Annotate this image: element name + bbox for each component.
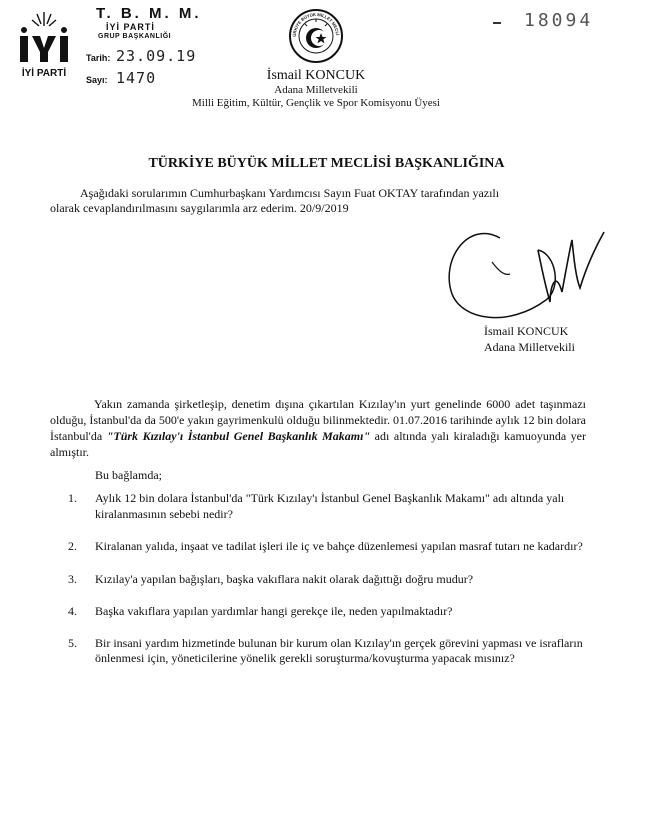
list-item [68,539,608,555]
list-item [68,491,608,522]
seal-text: ÜRKİYE BÜYÜK MİLLET MECLİ [291,11,340,37]
question-list [68,491,608,667]
question-number: 2. [68,539,77,553]
stamp-date-row [86,47,206,65]
body-paragraph [50,396,586,460]
stamp-line-2: İYİ PARTİ [106,22,155,32]
body-part-1: Yakın zamanda şirketleşip, denetim dışına çıkartılan Kızılay'ın yurt genelinde 6000 adet taşınmazı olduğu, İstanbul'da da 500'e yakın gayrimenkulü olduğu bilinmektedir. 01.07.2016 tarihinde aylık 12 bin dolara İstanbul'da [50,397,586,443]
party-logo-caption: İYİ PARTİ [21,68,67,79]
question-number: 3. [68,571,77,586]
question-text: Kiralanan yalıda, inşaat ve tadilat işleri ile iç ve bahçe düzenlemesi yapılan masraf tutarı ne kadardır? [95,539,583,553]
question-number: 4. [68,604,77,618]
stamp-line-1: T. B. M. M. [96,5,202,22]
tbmm-seal-icon [288,8,344,64]
question-text: Bir insani yardım hizmetinde bulunan bir kurum olan Kızılay'ın gerçek görevini yapması ve israfların önlenmesi için, yöneticilerine yönelik gerekli soruşturma/kovuşturma yapacak mısınız? [95,635,583,665]
body-paragraph-text [50,396,586,460]
stamp-date-label: Tarih: [86,53,111,63]
lead-in: Bu bağlamda; [95,468,162,482]
list-item [68,572,608,588]
question-text: Başka vakıflara yapılan yardımlar hangi gerekçe ile, neden yapılmaktadır? [95,604,453,618]
body-part-2: adı altında yalı kiraladığı kamuoyunda yer almıştır. [50,429,587,459]
list-item [68,604,608,620]
doc-number-dash [493,22,501,24]
document-title: TÜRKİYE BÜYÜK MİLLET MECLİSİ BAŞKANLIĞINA [148,156,505,171]
signature-province: Adana Milletvekili [484,340,575,354]
question-number: 5. [68,635,77,650]
sender-province: Adana Milletvekili [274,84,358,96]
sender-committee: Milli Eğitim, Kültür, Gençlik ve Spor Komisyonu Üyesi [192,97,440,109]
stamp-number-value: 1470 [116,69,157,87]
stamp-date-value: 23.09.19 [116,47,197,65]
body-emphasis: "Türk Kızılay'ı İstanbul Genel Başkanlık Makamı" [106,429,371,443]
list-item [68,636,608,667]
question-number: 1. [68,491,77,505]
question-text: Kızılay'a yapılan bağışları, başka vakıflara nakit olarak dağıttığı doğru mudur? [95,571,474,586]
handwritten-signature [438,210,618,330]
document-number: 18094 [524,10,594,31]
intro-line-1: Aşağıdaki sorularımın Cumhurbaşkanı Yardımcısı Sayın Fuat OKTAY tarafından yazılı [80,186,500,200]
intro-line-2: olarak cevaplandırılmasını saygılarımla arz ederim. 20/9/2019 [50,201,349,215]
signature-name: İsmail KONCUK [484,324,569,338]
question-text: Aylık 12 bin dolara İstanbul'da "Türk Kızılay'ı İstanbul Genel Başkanlık Makamı" adı altında yalı kiralanmasının sebebi nedir? [95,491,565,521]
stamp-number-label: Sayı: [86,75,108,85]
sender-name: İsmail KONCUK [266,68,366,83]
stamp-line-3: GRUP BAŞKANLIĞI [98,33,172,40]
